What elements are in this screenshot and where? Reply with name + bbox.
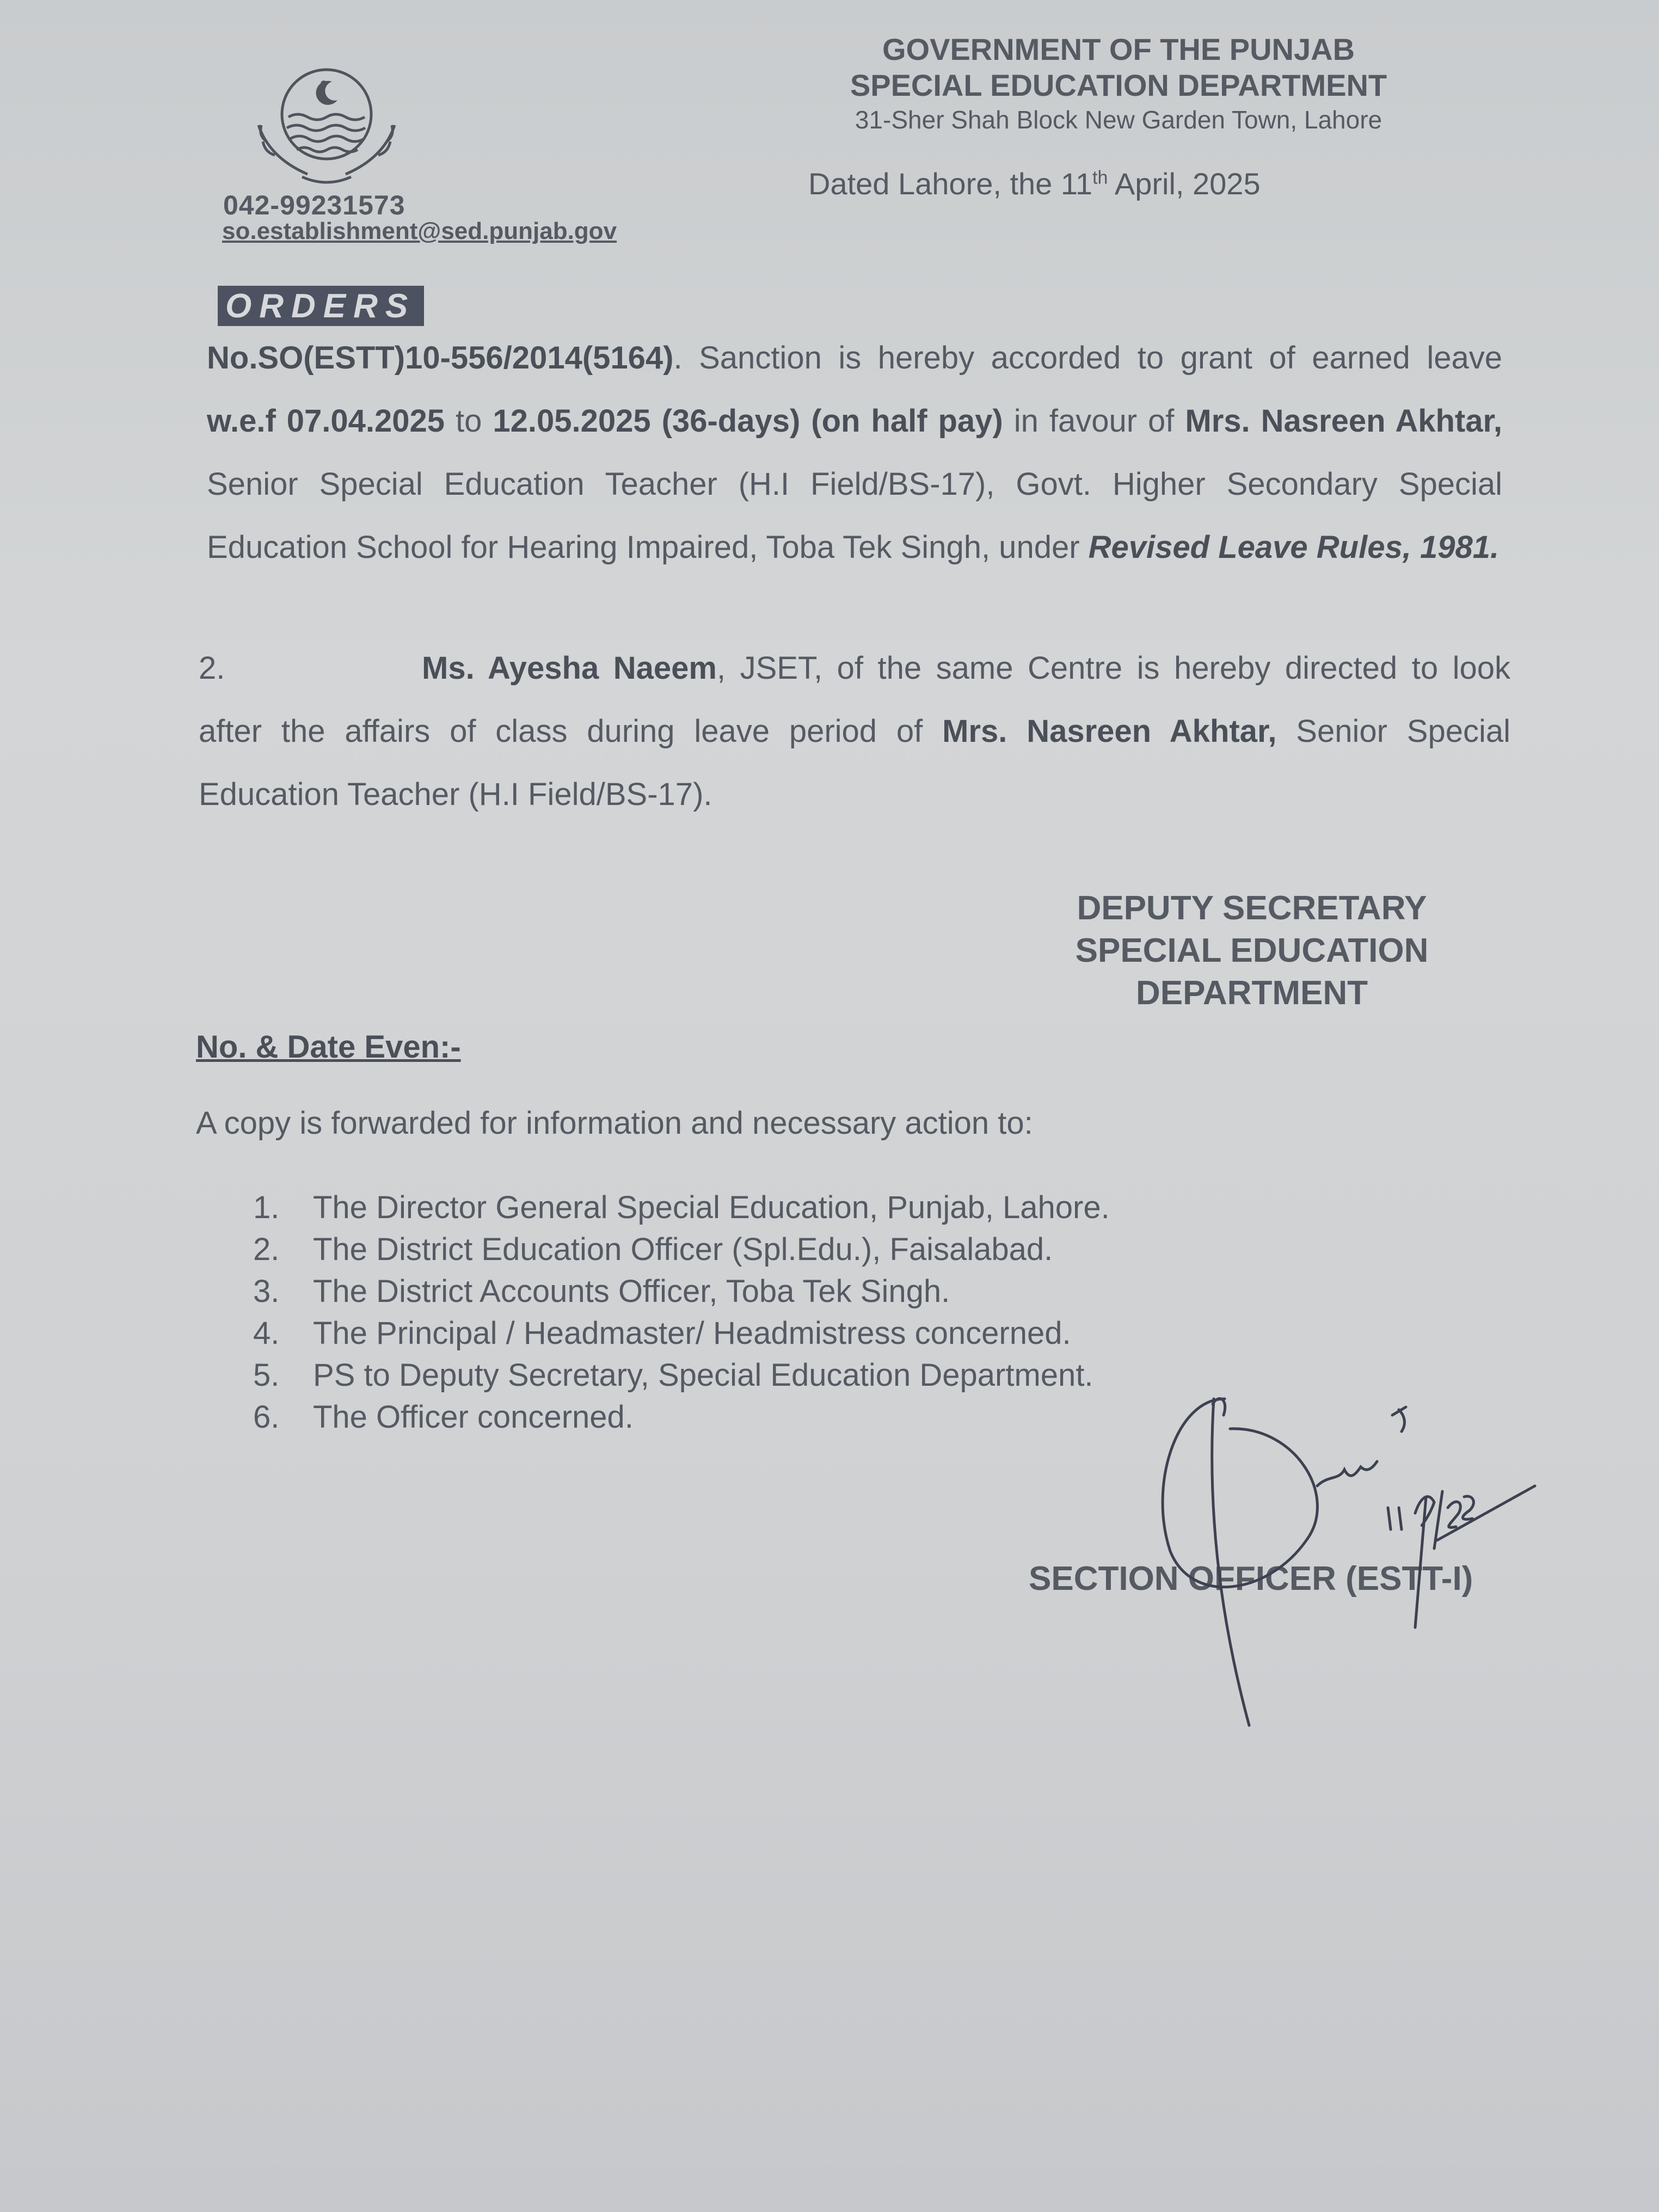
punjab-emblem-icon bbox=[237, 60, 416, 191]
order-reference-number: No.SO(ESTT)10-556/2014(5164) bbox=[207, 340, 674, 376]
section-officer-signatory: SECTION OFFICER (ESTT-I) bbox=[1029, 1560, 1473, 1597]
list-item: 4. The Principal / Headmaster/ Headmistress concerned. bbox=[253, 1316, 1071, 1351]
deputy-secretary-signatory: DEPUTY SECRETARY SPECIAL EDUCATION DEPARTMENT bbox=[1075, 889, 1429, 1012]
government-title: GOVERNMENT OF THE PUNJAB bbox=[882, 32, 1355, 66]
department-address: 31-Sher Shah Block New Garden Town, Lahore bbox=[855, 106, 1382, 134]
copy-forwarded-intro: A copy is forwarded for information and necessary action to: bbox=[196, 1105, 1033, 1141]
substitute-name: Ms. Ayesha Naeem bbox=[422, 650, 717, 686]
leave-end: 12.05.2025 (36-days) (on half pay) bbox=[493, 403, 1003, 439]
paragraph-number: 2. bbox=[199, 650, 225, 686]
employee-name: Mrs. Nasreen Akhtar, bbox=[1185, 403, 1502, 439]
list-item: 6. The Officer concerned. bbox=[253, 1399, 634, 1435]
contact-email: so.establishment@sed.punjab.gov bbox=[222, 218, 617, 244]
contact-phone: 042-99231573 bbox=[223, 190, 405, 220]
list-item: 5. PS to Deputy Secretary, Special Education Department. bbox=[253, 1357, 1093, 1393]
employee-name-repeat: Mrs. Nasreen Akhtar, bbox=[942, 714, 1277, 749]
order-paragraph-1: No.SO(ESTT)10-556/2014(5164). Sanction is hereby accorded to grant of earned leave w.e.f 07.04.2025 to 12.05.2025 (36-days) (on half pay) in favour of Mrs. Nasreen Akhtar, Senior Special Education Teacher (H.I Field/BS-17), Govt. Higher Secondary Special Education School for Hearing Impaired, Toba Tek Singh, under Revised Leave Rules, 1981. bbox=[207, 340, 1502, 565]
orders-heading: ORDERS bbox=[218, 286, 424, 326]
letterhead-header bbox=[806, 32, 1431, 136]
order-paragraph-2: 2. Ms. Ayesha Naeem, JSET, of the same Centre is hereby directed to look after the affairs of class during leave period of Mrs. Nasreen Akhtar, Senior Special Education Teacher (H.I Field/BS-17). bbox=[199, 637, 1510, 826]
list-item: 2. The District Education Officer (Spl.Edu.), Faisalabad. bbox=[253, 1232, 1053, 1267]
dated-line: Dated Lahore, the 11th April, 2025 bbox=[808, 167, 1261, 201]
no-date-even-heading: No. & Date Even:- bbox=[196, 1029, 461, 1065]
department-title: SPECIAL EDUCATION DEPARTMENT bbox=[850, 68, 1387, 102]
list-item: 3. The District Accounts Officer, Toba Tek Singh. bbox=[253, 1274, 950, 1309]
distribution-list bbox=[253, 1187, 1110, 1438]
leave-rules: Revised Leave Rules, 1981. bbox=[1088, 530, 1500, 565]
handwritten-signature-icon bbox=[1132, 1377, 1546, 1736]
leave-start: w.e.f 07.04.2025 bbox=[207, 403, 445, 439]
list-item: 1. The Director General Special Education, Punjab, Lahore. bbox=[253, 1190, 1110, 1225]
